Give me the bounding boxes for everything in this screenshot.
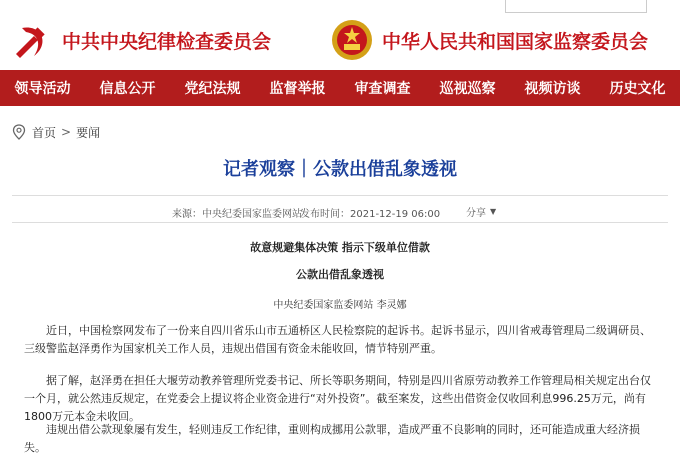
breadcrumb — [12, 122, 100, 142]
nav-item-history[interactable]: 历史文化 — [609, 81, 666, 97]
main-nav — [0, 70, 680, 106]
publish-time: 发布时间：2021-12-19 06:00 — [300, 209, 441, 220]
article-paragraph: 据了解，赵泽勇在担任大堰劳动教养管理所党委书记、所长等职务期间，特别是四川省原劳动教养工作管理局相关规定出台仅一个月，就公然违反规定，在党委会上提议将企业资金进行“对外投资”。截至案发，这些出借资金仅收回利息996.25万元，尚有1800万元本金未收回。 — [24, 374, 651, 423]
nav-item-inspection[interactable]: 巡视巡察 — [439, 81, 496, 97]
org-name-ccdi[interactable]: 中共中央纪律检查委员会 — [62, 31, 272, 53]
breadcrumb-separator: > — [61, 125, 72, 139]
share-button[interactable] — [466, 204, 496, 219]
article-subtitle: 公款出借乱象透视 — [296, 268, 384, 281]
site-header — [0, 0, 680, 70]
nav-item-leadership[interactable]: 领导活动 — [14, 81, 71, 97]
nav-item-regulations[interactable]: 党纪法规 — [184, 81, 241, 97]
nav-item-investigation[interactable]: 审查调查 — [354, 81, 411, 97]
chevron-down-icon: ▼ — [490, 207, 497, 216]
nav-item-info-disclosure[interactable]: 信息公开 — [99, 81, 156, 97]
national-emblem-icon — [330, 18, 374, 62]
breadcrumb-home[interactable]: 首页 — [32, 125, 57, 140]
article-paragraph: 违规出借公款现象屡有发生，轻则违反工作纪律，重则构成挪用公款罪，造成严重不良影响的同时，还可能造成重大经济损失。 — [24, 423, 640, 454]
org-name-nsc[interactable]: 中华人民共和国国家监察委员会 — [382, 31, 649, 53]
article-byline: 中央纪委国家监委网站 李灵娜 — [273, 300, 407, 311]
share-label: 分享 — [466, 208, 486, 219]
divider — [12, 195, 668, 196]
article-subtitle: 故意规避集体决策 指示下级单位借款 — [250, 241, 430, 254]
article-title: 记者观察｜公款出借乱象透视 — [223, 159, 457, 180]
nav-item-video[interactable]: 视频访谈 — [524, 81, 581, 97]
divider — [12, 222, 668, 223]
nav-item-report[interactable]: 监督举报 — [269, 81, 326, 97]
party-emblem-icon — [12, 22, 54, 60]
location-pin-icon — [12, 124, 26, 140]
search-box[interactable] — [505, 0, 647, 13]
breadcrumb-current[interactable]: 要闻 — [76, 125, 101, 140]
article-paragraph: 近日，中国检察网发布了一份来自四川省乐山市五通桥区人民检察院的起诉书。起诉书显示，四川省戒毒管理局二级调研员、三级警监赵泽勇作为国家机关工作人员，违规出借国有资金未能收回，情节特别严重。 — [24, 324, 651, 355]
article-source: 来源：中央纪委国家监委网站 — [172, 209, 302, 220]
